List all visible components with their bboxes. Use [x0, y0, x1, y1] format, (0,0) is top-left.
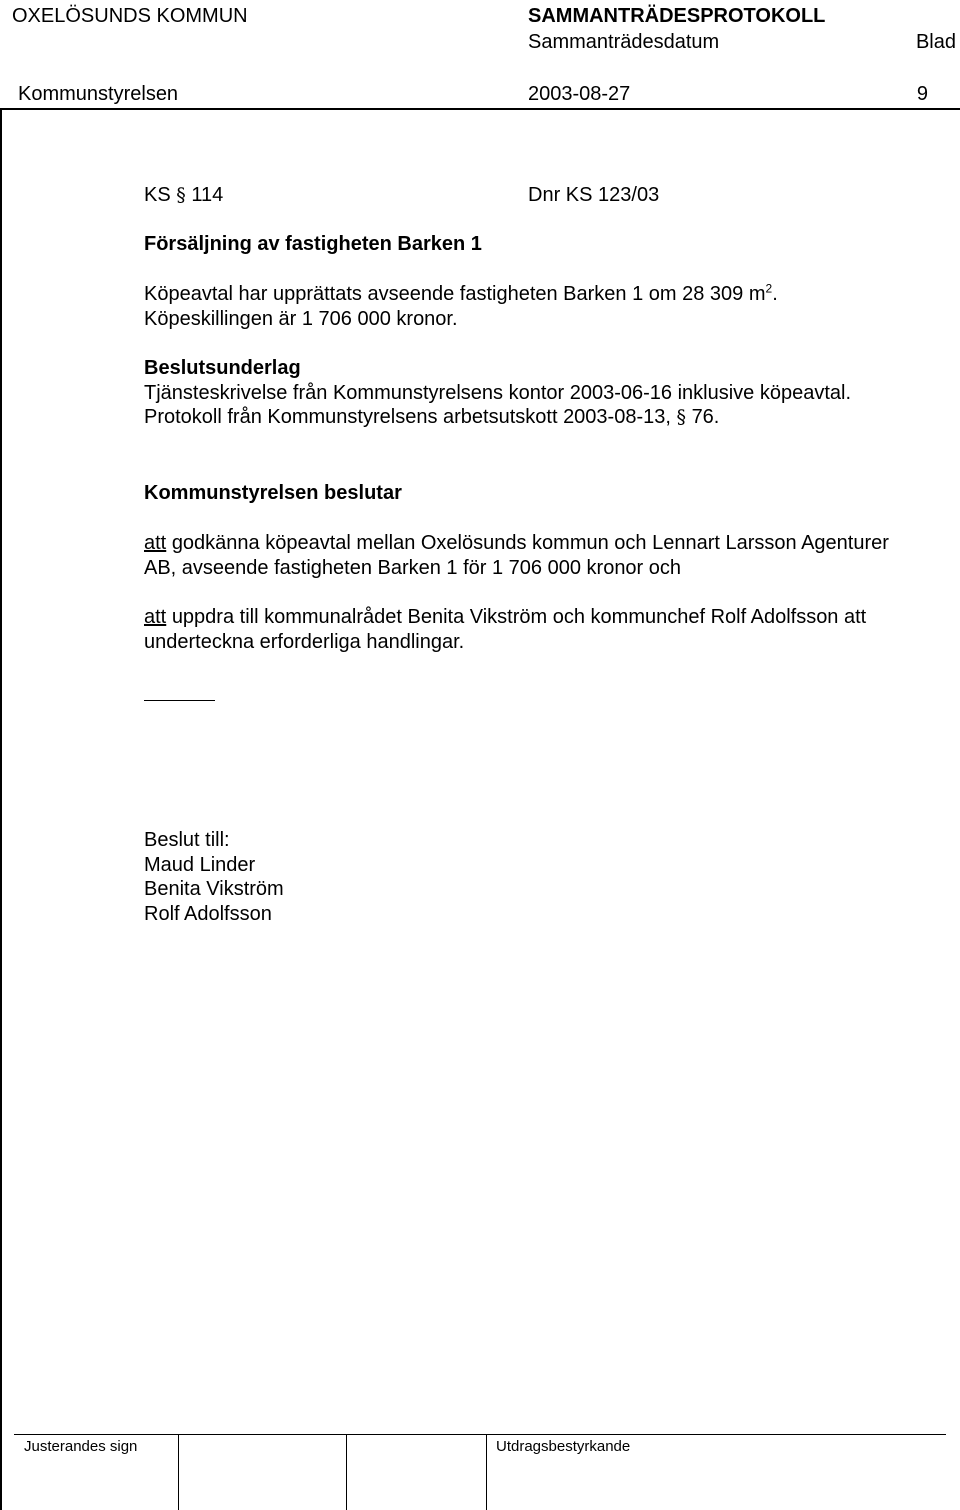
basis-line-2: Protokoll från Kommunstyrelsens arbetsutskott 2003-08-13, § 76.	[144, 406, 720, 428]
protocol-title: SAMMANTRÄDESPROTOKOLL	[528, 5, 826, 27]
distribution-list	[144, 828, 944, 926]
page-number: 9	[916, 83, 928, 105]
decision-2: att uppdra till kommunalrådet Benita Vikström och kommunchef Rolf Adolfsson att underteckna erforderliga handlingar.	[144, 606, 867, 653]
meeting-date: 2003-08-27	[528, 83, 631, 105]
municipality-name: OXELÖSUNDS KOMMUN	[12, 5, 248, 27]
section-symbol: §	[176, 184, 186, 206]
item-number-value: 114	[191, 184, 224, 206]
intro-line-1: Köpeavtal har upprättats avseende fastigheten Barken 1 om 28 309 $m^2$.	[144, 281, 778, 305]
item-title: Försäljning av fastigheten Barken 1	[144, 233, 482, 255]
footer-divider-3	[486, 1434, 487, 1510]
distribution-label: Beslut till:	[144, 829, 230, 851]
item-number-prefix: KS	[144, 184, 171, 206]
item-dnr: Dnr KS 123/03	[528, 184, 660, 206]
decision-1: att godkänna köpeavtal mellan Oxelösunds kommun och Lennart Larsson Agenturer AB, avseende fastigheten Barken 1 för 1 706 000 kronor och	[144, 532, 889, 579]
superscript-two: 2	[765, 281, 773, 296]
basis-line-1: Tjänsteskrivelse från Kommunstyrelsens kontor 2003-06-16 inklusive köpeavtal.	[144, 381, 852, 404]
footer-rule	[14, 1434, 946, 1435]
footer-divider-2	[346, 1434, 347, 1510]
page-label: Blad	[915, 31, 956, 53]
recipient: Benita Vikström	[144, 878, 284, 900]
organ-name: Kommunstyrelsen	[18, 83, 179, 105]
intro-paragraph	[144, 282, 944, 331]
header-rule	[0, 108, 960, 110]
separator-rule	[144, 700, 215, 701]
sign-label: Justerandes sign	[24, 1438, 138, 1455]
intro-line-2: Köpeskillingen är 1 706 000 kronor.	[144, 307, 458, 330]
left-margin-rule	[0, 108, 2, 1510]
basis-section	[144, 356, 944, 430]
meeting-date-label: Sammanträdesdatum	[528, 31, 720, 53]
extract-label: Utdragsbestyrkande	[496, 1438, 631, 1455]
item-number	[144, 183, 223, 207]
section-symbol: §	[676, 406, 686, 428]
recipient: Rolf Adolfsson	[144, 902, 272, 925]
footer-divider-1	[178, 1434, 179, 1510]
basis-heading: Beslutsunderlag	[144, 357, 301, 379]
att-word: att	[144, 532, 167, 554]
recipient: Maud Linder	[144, 853, 256, 876]
decision-heading: Kommunstyrelsen beslutar	[144, 482, 402, 504]
att-word: att	[144, 606, 167, 628]
